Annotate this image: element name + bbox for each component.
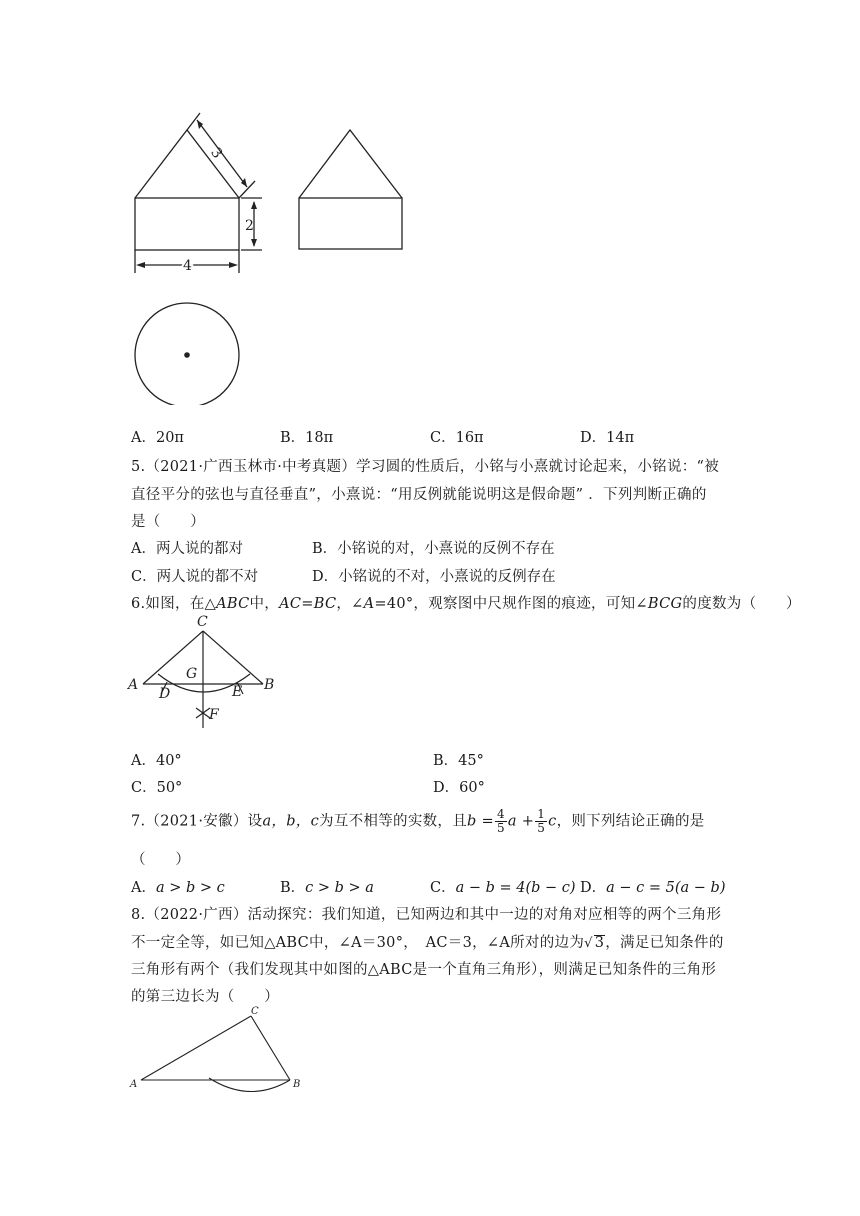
q6-label-f: F [209,707,219,723]
q5-stem-line3: 是（ ） [131,514,205,530]
front-view-roof [135,130,239,198]
q6-option-a[interactable]: A．40° [131,753,182,769]
front-view-body [135,198,239,250]
q8-label-a: A [130,1079,138,1090]
q7-stem-line2: （ ） [131,852,191,868]
q8-sqrt-3: 3 [594,935,605,951]
q6-label-a: A [128,677,139,693]
side-view-body [299,198,402,249]
dim-4-label: 4 [183,258,192,274]
q8-stem-line3: 三角形有两个（我们发现其中如图的△ABC是一个直角三角形），则满足已知条件的三角形 [131,962,717,978]
q6-construction-figure [125,610,285,735]
q6-option-c[interactable]: C．50° [131,780,183,796]
q7-fraction-1-5: $\frac{1}{5}$ [537,807,546,835]
q5-option-c[interactable]: C．两人说的都不对 [131,569,259,585]
q8-triangle-figure [125,1002,305,1092]
q6-label-g: G [186,666,198,682]
q4-option-c[interactable]: C．16π [430,430,484,446]
top-view-center-dot [184,352,190,358]
q8-label-b: B [293,1079,301,1090]
q8-stem-line4: 的第三边长为（ ） [131,989,279,1005]
q7-option-b[interactable]: B．c > b > a [280,880,374,896]
q7-option-c[interactable]: C．a − b = 4(b − c) [430,880,576,896]
q7-fraction-4-5: $\frac{4}{5}$ [496,807,505,835]
q6-label-d: D [159,686,171,702]
q5-stem-line2: 直径平分的弦也与直径垂直”，小熹说：“用反例就能说明这是假命题” ．下列判断正确的 [131,487,707,503]
q5-stem-line1: 5.（2021·广西玉林市·中考真题）学习圆的性质后，小铭与小熹就讨论起来，小铭说：“被 [131,459,720,475]
q8-stem-line1: 8.（2022·广西）活动探究：我们知道，已知两边和其中一边的对角对应相等的两个三角形 [131,907,722,923]
q8-stem-line2: 不一定全等，如已知△ABC中，∠A＝30°， AC＝3，∠A所对的边为√ 3，满足已知条件的 [131,935,724,951]
q7-option-d[interactable]: D．a − c = 5(a − b) [580,880,726,896]
q5-option-d[interactable]: D．小铭说的不对，小熹说的反例存在 [312,569,556,585]
q8-label-c: C [251,1006,259,1017]
q4-option-a[interactable]: A．20π [131,430,184,446]
q5-option-b[interactable]: B．小铭说的对，小熹说的反例不存在 [312,541,555,557]
q6-stem: 6.如图，在△ABC中，AC=BC，∠A=40°，观察图中尺规作图的痕迹，可知∠BCG的度数为（ ） [131,596,801,612]
q4-option-d[interactable]: D．14π [580,430,635,446]
q6-label-e: E [232,684,243,700]
q6-label-c: C [197,614,208,630]
q5-option-a[interactable]: A．两人说的都对 [131,541,243,557]
q7-option-a[interactable]: A．a > b > c [131,880,225,896]
q4-option-b[interactable]: B．18π [280,430,334,446]
q7-stem: 7.（2021·安徽）设a，b，c为互不相等的实数，且b = $\frac{4}{5}$ a + $\frac{1}{5}$ c，则下列结论正确的是 [131,807,705,835]
side-view-roof [299,130,402,198]
dim-3-label: 3 [207,144,226,162]
three-view-figure [120,105,420,405]
q6-option-b[interactable]: B．45° [433,753,484,769]
dim-2-label: 2 [245,218,254,234]
q6-option-d[interactable]: D．60° [433,780,485,796]
q6-label-b: B [264,677,275,693]
